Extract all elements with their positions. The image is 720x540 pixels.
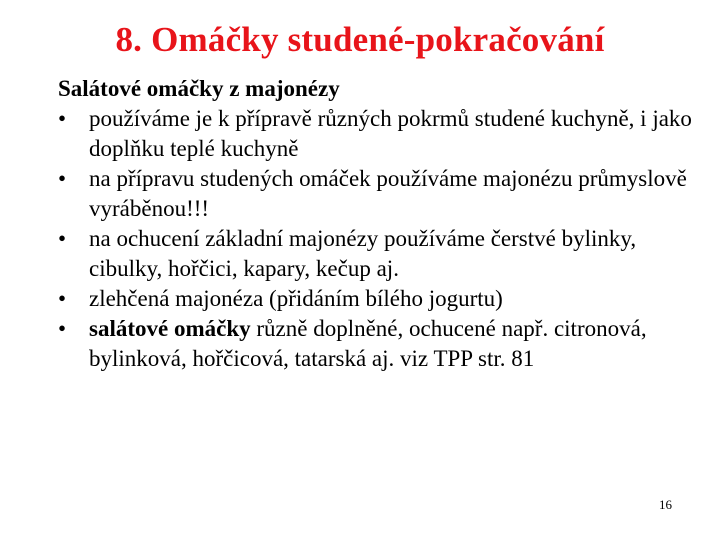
bullet-text: používáme je k přípravě různých pokrmů studené kuchyně, i jako doplňku teplé kuchyně <box>89 106 692 161</box>
bullet-lead-text: salátové omáčky <box>89 316 251 341</box>
bullet-list <box>58 104 698 374</box>
bullet-icon: • <box>58 286 67 311</box>
section-subtitle: Salátové omáčky z majonézy <box>58 76 340 101</box>
page-number: 16 <box>659 497 672 512</box>
bullet-icon: • <box>58 166 67 191</box>
list-item <box>58 104 698 164</box>
bullet-icon: • <box>58 226 67 251</box>
list-item <box>58 164 698 224</box>
bullet-icon: • <box>58 106 67 131</box>
bullet-text: na přípravu studených omáček používáme majonézu průmyslově vyráběnou!!! <box>89 166 687 221</box>
bullet-text: zlehčená majonéza (přidáním bílého jogurtu) <box>89 286 503 311</box>
slide-content <box>58 74 698 374</box>
list-item <box>58 314 698 374</box>
list-item <box>58 224 698 284</box>
bullet-text: na ochucení základní majonézy používáme čerstvé bylinky, cibulky, hořčici, kapary, kečup aj. <box>89 226 637 281</box>
list-item <box>58 284 698 314</box>
slide-title: 8. Omáčky studené-pokračování <box>115 20 605 59</box>
bullet-icon: • <box>58 316 67 341</box>
bullet-text: různě doplněné, ochucené např. citronová, bylinková, hořčicová, tatarská aj. viz TPP str. 81 <box>89 316 647 371</box>
